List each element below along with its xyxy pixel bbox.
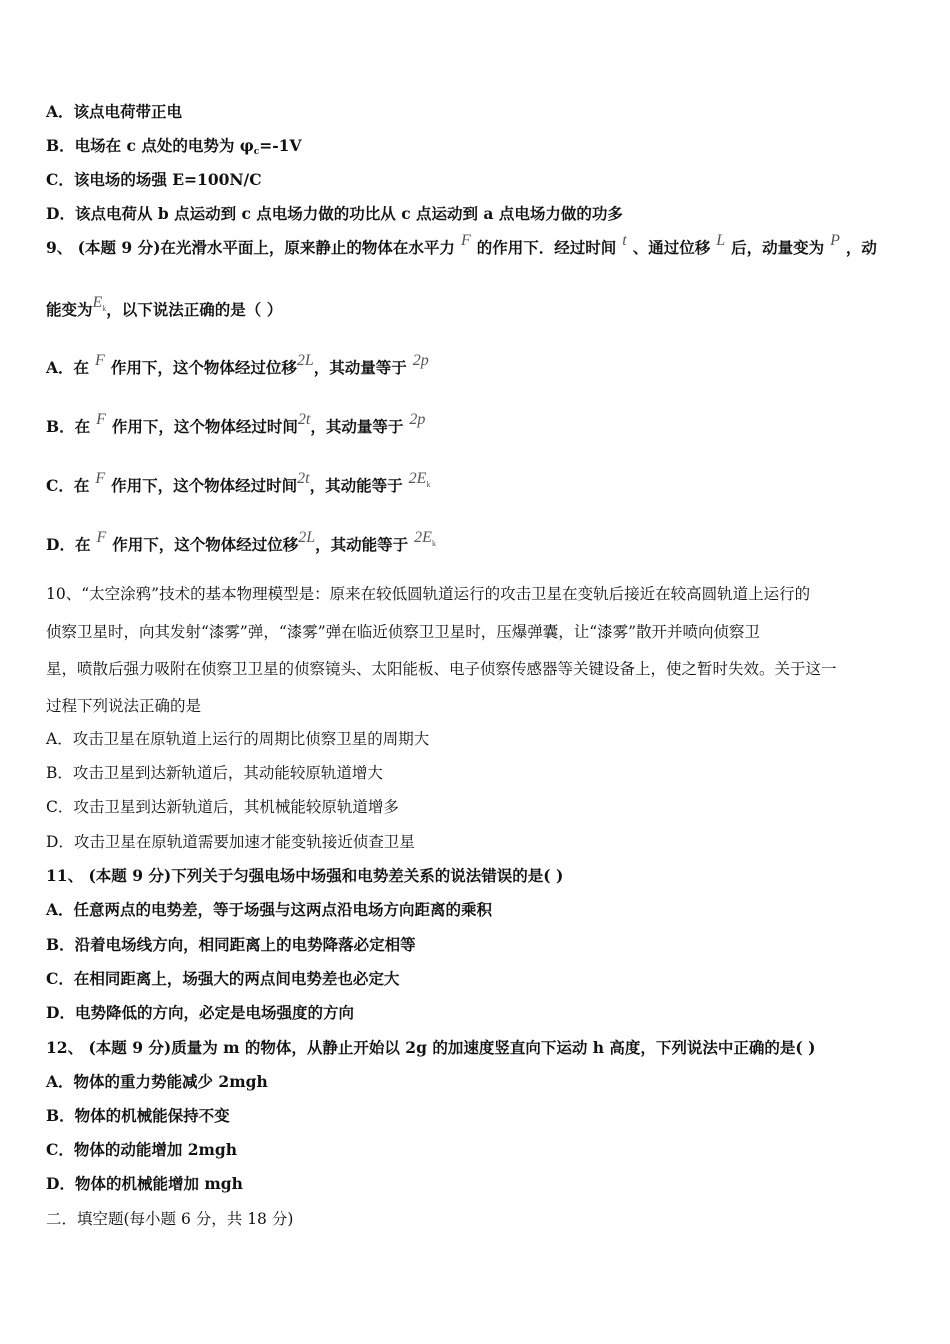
q9-option-d-symbol-f: F (96, 529, 107, 546)
q9-stem2-part-a: 能变为 (46, 300, 93, 319)
q9-option-c-math2-sub: k (426, 480, 431, 489)
q8-option-b (46, 136, 301, 159)
q11-stem: 11、 (本题 9 分)下列关于匀强电场中场强和电势差关系的说法错误的是( ) (46, 866, 564, 885)
q8-option-a: A．该点电荷带正电 (46, 102, 183, 121)
q8-option-b-post: =-1V (259, 136, 302, 155)
q10-stem-line4: 过程下列说法正确的是 (46, 697, 202, 715)
q11-option-a: A．任意两点的电势差，等于场强与这两点沿电场方向距离的乘积 (46, 900, 493, 919)
q9-option-d (46, 529, 436, 558)
q9-option-d-end: ，其动能等于 (315, 535, 409, 554)
q12-option-c: C．物体的动能增加 2mgh (46, 1140, 238, 1159)
q9-symbol-k: k (102, 304, 107, 313)
q10-stem-line3: 星，喷散后强力吸附在侦察卫卫星的侦察镜头、太阳能板、电子侦察传感器等关键设备上，使之暂时失效。关于这一 (46, 660, 837, 678)
q9-option-c (46, 470, 431, 499)
q11-option-c: C．在相同距离上，场强大的两点间电势差也必定大 (46, 969, 400, 988)
q10-option-a: A．攻击卫星在原轨道上运行的周期比侦察卫星的周期大 (46, 730, 430, 748)
q9-symbol-e: E (92, 294, 103, 311)
q9-option-d-mid: 作用下，这个物体经过位移 (112, 535, 299, 554)
q11-option-b: B．沿着电场线方向，相同距离上的电势降落必定相等 (46, 935, 416, 954)
q9-option-c-math1: 2t (297, 470, 310, 487)
q8-option-c: C．该电场的场强 E=100N/C (46, 170, 262, 189)
q9-option-a-mid: 作用下，这个物体经过位移 (110, 358, 297, 377)
q11-option-d: D．电势降低的方向，必定是电场强度的方向 (46, 1003, 354, 1022)
q9-option-b-label: B．在 (46, 417, 91, 436)
q9-option-b-math2: 2p (409, 411, 426, 428)
q9-option-b-end: ，其动量等于 (310, 417, 404, 436)
q9-option-b-mid: 作用下，这个物体经过时间 (111, 417, 298, 436)
q9-option-d-math1: 2L (298, 529, 316, 546)
q9-stem-part-e: ，动 (845, 238, 877, 257)
q9-option-a (46, 352, 429, 379)
q10-stem-line1: 10、“太空涂鸦”技术的基本物理模型是：原来在较低圆轨道运行的攻击卫星在变轨后接近在较高圆轨道上运行的 (46, 585, 811, 603)
q9-stem-part-b: 的作用下．经过时间 (476, 238, 617, 257)
q9-option-a-end: ，其动量等于 (313, 358, 407, 377)
q9-option-c-math2-main: 2E (408, 470, 427, 487)
q12-stem: 12、 (本题 9 分)质量为 m 的物体，从静止开始以 2g 的加速度竖直向下运动 h 高度，下列说法中正确的是( ) (46, 1038, 816, 1057)
q9-option-d-math2-sub: k (431, 539, 436, 548)
q9-option-b-math1: 2t (297, 411, 311, 428)
q9-option-b (46, 411, 426, 438)
q9-stem-part-a: 9、 (本题 9 分)在光滑水平面上，原来静止的物体在水平力 (46, 238, 455, 257)
q9-option-a-symbol-f: F (95, 352, 105, 369)
q9-option-c-math2 (409, 470, 431, 487)
q9-option-d-label: D．在 (46, 535, 91, 554)
q9-symbol-t: t (622, 232, 627, 249)
q9-stem-line1 (46, 232, 877, 259)
q9-option-c-mid: 作用下，这个物体经过时间 (111, 476, 298, 495)
q9-stem2-part-b: ，以下说法正确的是（ ） (106, 300, 283, 319)
q8-option-b-sub: c (253, 147, 260, 157)
q10-option-d: D．攻击卫星在原轨道需要加速才能变轨接近侦查卫星 (46, 833, 415, 851)
q9-option-b-symbol-f: F (96, 411, 106, 428)
q8-option-d: D．该点电荷从 b 点运动到 c 点电场力做的功比从 c 点运动到 a 点电场力做的功多 (46, 204, 623, 223)
q10-option-c: C．攻击卫星到达新轨道后，其机械能较原轨道增多 (46, 798, 399, 816)
q12-option-b: B．物体的机械能保持不变 (46, 1106, 230, 1125)
q9-option-a-math1: 2L (296, 352, 314, 369)
q12-option-a: A．物体的重力势能减少 2mgh (46, 1072, 268, 1091)
q9-option-c-end: ，其动能等于 (309, 476, 403, 495)
q9-option-c-symbol-f: F (95, 470, 106, 487)
q9-stem-part-d: 后，动量变为 (731, 238, 825, 257)
q9-option-a-label: A．在 (46, 358, 90, 377)
q9-option-d-math2-main: 2E (414, 529, 432, 546)
q9-option-a-math2: 2p (412, 352, 429, 369)
q9-symbol-f: F (460, 232, 471, 249)
q9-stem-line2 (46, 294, 283, 323)
q8-option-b-pre: B．电场在 c 点处的电势为 φ (46, 136, 254, 155)
q9-symbol-ek (93, 294, 107, 311)
q10-stem-line2: 侦察卫星时，向其发射“漆雾”弹，“漆雾”弹在临近侦察卫卫星时，压爆弹囊，让“漆雾”散开并喷向侦察卫 (46, 623, 761, 641)
section-two-heading: 二．填空题(每小题 6 分，共 18 分) (46, 1210, 294, 1228)
q9-symbol-p: P (830, 232, 840, 249)
q12-option-d: D．物体的机械能增加 mgh (46, 1174, 243, 1193)
q9-option-d-math2 (414, 529, 436, 546)
q9-option-c-label: C．在 (46, 476, 90, 495)
q9-symbol-l: L (716, 232, 726, 249)
q9-stem-part-c: 、通过位移 (632, 238, 711, 257)
q10-option-b: B．攻击卫星到达新轨道后，其动能较原轨道增大 (46, 764, 383, 782)
